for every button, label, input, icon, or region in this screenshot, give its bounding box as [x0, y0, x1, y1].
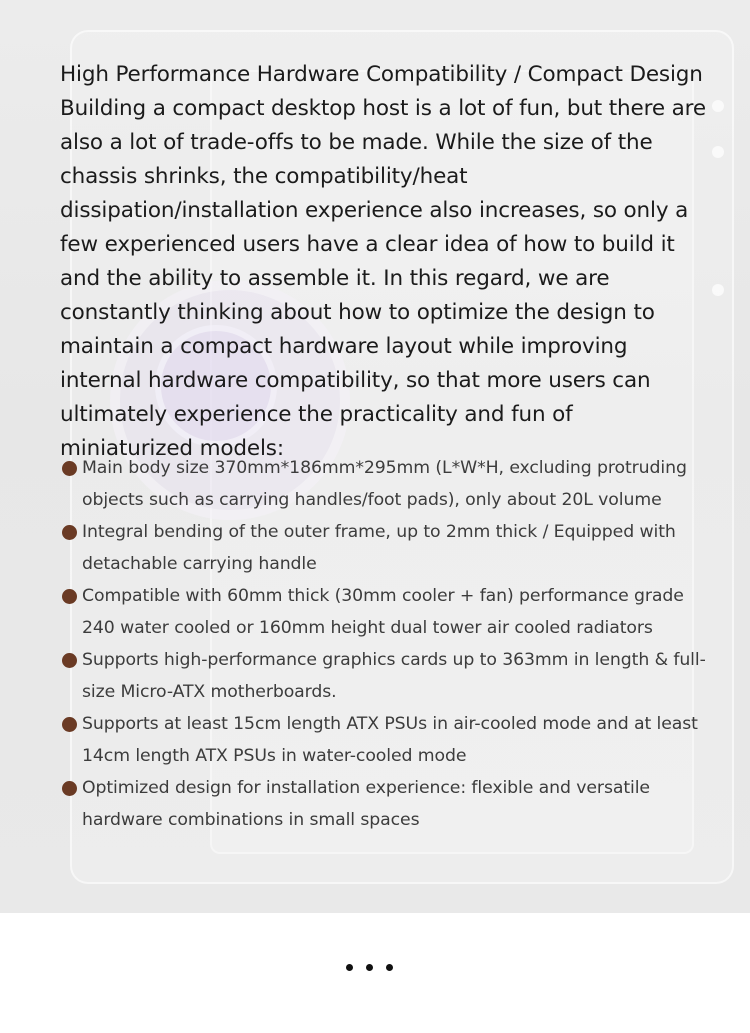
feature-text: Supports high-performance graphics cards up to 363mm in length & full-size Micro-ATX motherboards.	[82, 650, 706, 702]
feature-text: Main body size 370mm*186mm*295mm (L*W*H, excluding protruding objects such as carrying handles/foot pads), only about 20L volume	[82, 458, 687, 510]
chassis-screw	[712, 146, 724, 158]
feature-item	[60, 516, 710, 580]
feature-text: Optimized design for installation experience: flexible and versatile hardware combinations in small spaces	[82, 778, 650, 830]
feature-text: Compatible with 60mm thick (30mm cooler + fan) performance grade 240 water cooled or 160mm height dual tower air cooled radiators	[82, 586, 684, 638]
feature-item	[60, 580, 710, 644]
chassis-screw	[712, 100, 724, 112]
pager-dot-icon	[386, 964, 393, 971]
feature-list	[60, 452, 710, 836]
feature-item	[60, 452, 710, 516]
bullet-icon	[62, 781, 77, 796]
pager-dot-icon	[366, 964, 373, 971]
bullet-icon	[62, 589, 77, 604]
bullet-icon	[62, 717, 77, 732]
bullet-icon	[62, 461, 77, 476]
intro-paragraph: High Performance Hardware Compatibility / Compact Design Building a compact desktop host is a lot of fun, but there are also a lot of trade-offs to be made. While the size of the chassis shrinks, the compatibility/heat dissipation/installation experience also increases, so only a few experienced users have a clear idea of how to build it and the ability to assemble it. In this regard, we are constantly thinking about how to optimize the design to maintain a compact hardware layout while improving internal hardware compatibility, so that more users can ultimately experience the practicality and fun of miniaturized models:	[60, 62, 706, 461]
feature-item	[60, 644, 710, 708]
chassis-screw	[712, 284, 724, 296]
feature-item	[60, 772, 710, 836]
feature-item	[60, 708, 710, 772]
feature-text: Supports at least 15cm length ATX PSUs in air-cooled mode and at least 14cm length ATX PSUs in water-cooled mode	[82, 714, 698, 766]
pager-dot-icon	[346, 964, 353, 971]
bullet-icon	[62, 653, 77, 668]
more-indicator[interactable]	[346, 964, 393, 972]
feature-text: Integral bending of the outer frame, up to 2mm thick / Equipped with detachable carrying handle	[82, 522, 676, 574]
bullet-icon	[62, 525, 77, 540]
